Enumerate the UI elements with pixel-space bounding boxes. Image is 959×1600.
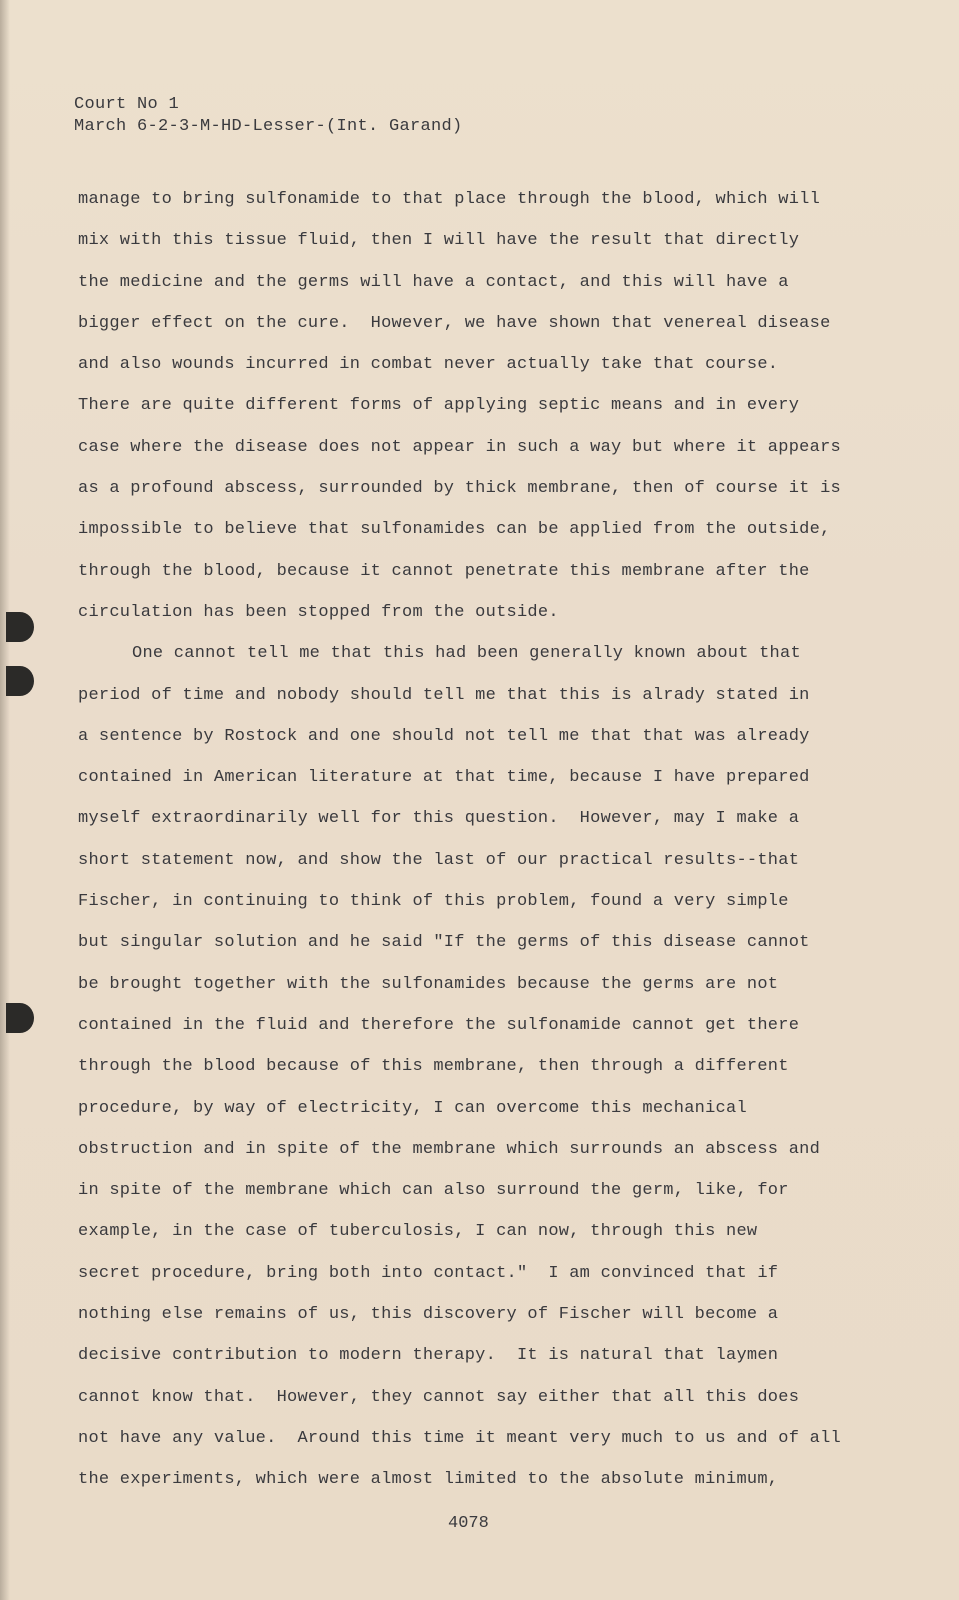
text-line: as a profound abscess, surrounded by thick membrane, then of course it is <box>78 479 841 499</box>
court-label: Court No 1 <box>74 95 180 114</box>
text-line: through the blood because of this membrane, then through a different <box>78 1057 789 1077</box>
text-line: and also wounds incurred in combat never actually take that course. <box>78 355 779 375</box>
text-line: contained in the fluid and therefore the sulfonamide cannot get there <box>78 1015 800 1035</box>
session-label: March 6-2-3-M-HD-Lesser-(Int. Garand) <box>74 117 463 136</box>
punch-hole <box>6 612 34 642</box>
text-line: case where the disease does not appear in such a way but where it appears <box>78 437 841 457</box>
text-line: not have any value. Around this time it meant very much to us and of all <box>78 1428 841 1448</box>
text-line: bigger effect on the cure. However, we have shown that venereal disease <box>78 313 831 333</box>
text-line: cannot know that. However, they cannot say either that all this does <box>78 1387 800 1407</box>
page-edge-shadow <box>0 0 10 1600</box>
text-line: be brought together with the sulfonamides because the germs are not <box>78 974 779 994</box>
text-line: secret procedure, bring both into contact." I am convinced that if <box>78 1263 779 1283</box>
paragraph-start-line: One cannot tell me that this had been generally known about that <box>132 644 801 664</box>
text-line: decisive contribution to modern therapy. It is natural that laymen <box>78 1346 779 1366</box>
text-line: but singular solution and he said "If the germs of this disease cannot <box>78 933 810 953</box>
text-line: in spite of the membrane which can also surround the germ, like, for <box>78 1181 789 1201</box>
text-line: circulation has been stopped from the outside. <box>78 602 559 622</box>
text-line: nothing else remains of us, this discovery of Fischer will become a <box>78 1305 779 1325</box>
text-line: a sentence by Rostock and one should not tell me that that was already <box>78 726 810 746</box>
punch-hole <box>6 1003 34 1033</box>
text-line: Fischer, in continuing to think of this problem, found a very simple <box>78 892 789 912</box>
document-header <box>74 94 463 138</box>
punch-hole <box>6 666 34 696</box>
text-line: period of time and nobody should tell me that this is alrady stated in <box>78 685 810 705</box>
text-line: myself extraordinarily well for this question. However, may I make a <box>78 809 800 829</box>
text-line: procedure, by way of electricity, I can overcome this mechanical <box>78 1098 747 1118</box>
text-line: mix with this tissue fluid, then I will have the result that directly <box>78 231 800 251</box>
text-line: the medicine and the germs will have a contact, and this will have a <box>78 272 789 292</box>
transcript-body <box>78 186 848 1508</box>
text-line: through the blood, because it cannot penetrate this membrane after the <box>78 561 810 581</box>
text-line: example, in the case of tuberculosis, I can now, through this new <box>78 1222 758 1242</box>
page-number: 4078 <box>448 1514 489 1533</box>
text-line: contained in American literature at that time, because I have prepared <box>78 768 810 788</box>
text-line: obstruction and in spite of the membrane which surrounds an abscess and <box>78 1139 821 1159</box>
text-line: short statement now, and show the last of our practical results--that <box>78 850 800 870</box>
text-line: the experiments, which were almost limited to the absolute minimum, <box>78 1470 779 1490</box>
text-line: manage to bring sulfonamide to that place through the blood, which will <box>78 190 821 209</box>
text-line: There are quite different forms of applying septic means and in every <box>78 396 800 416</box>
text-line: impossible to believe that sulfonamides can be applied from the outside, <box>78 520 831 540</box>
